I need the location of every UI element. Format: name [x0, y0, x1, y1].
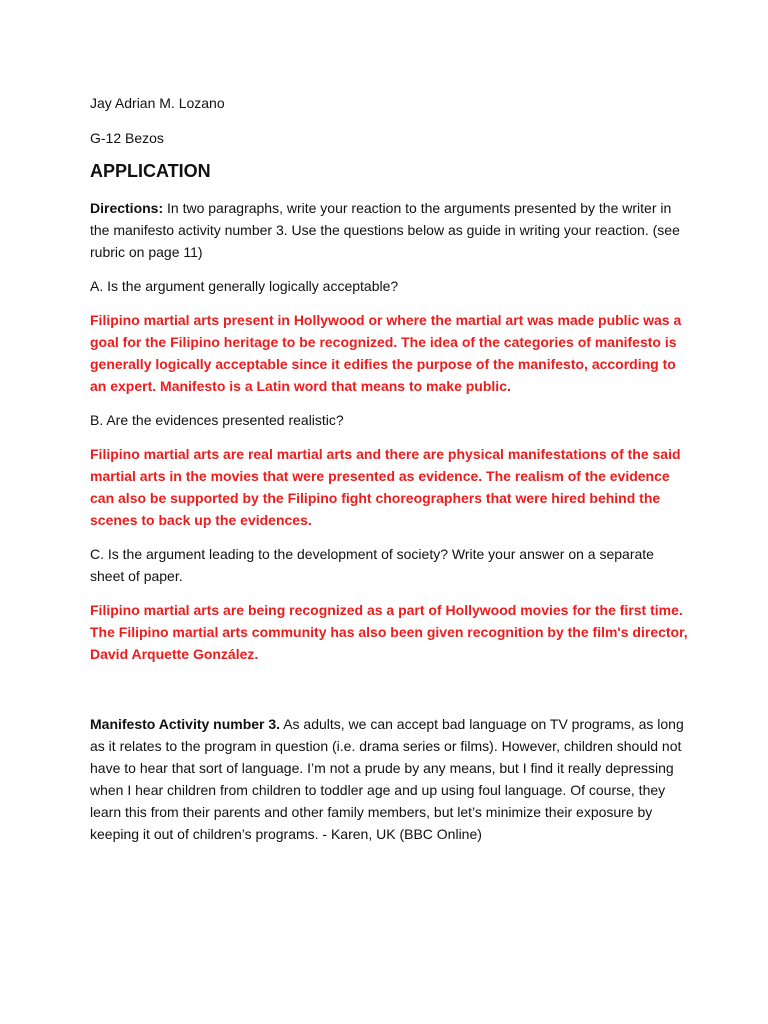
manifesto-text: As adults, we can accept bad language on TV programs, as long as it relates to the program in question (i.e. drama series or films). However, children should not have to hear that sort of language. I’m not a prude by any means, but I find it really depressing when I hear children from children to toddler age and up using foul language. Of course, they learn this from their parents and other family members, but let’s minimize their exposure by keeping it out of children’s programs. - Karen, UK (BBC Online)	[90, 716, 684, 842]
answer-a: Filipino martial arts present in Hollywood or where the martial art was made public was a goal for the Filipino heritage to be recognized. The idea of the categories of manifesto is generally logically acceptable since it edifies the purpose of the manifesto, according to an expert. Manifesto is a Latin word that means to make public.	[90, 312, 682, 394]
manifesto-paragraph	[90, 713, 690, 845]
question-c: C. Is the argument leading to the development of society? Write your answer on a separate sheet of paper.	[90, 546, 654, 584]
manifesto-label: Manifesto Activity number 3.	[90, 716, 281, 732]
page-title: APPLICATION	[90, 161, 211, 181]
document-page	[90, 92, 690, 857]
answer-c: Filipino martial arts are being recognized as a part of Hollywood movies for the first time. The Filipino martial arts community has also been given recognition by the film's director, David Arquette González.	[90, 602, 688, 662]
answer-b: Filipino martial arts are real martial arts and there are physical manifestations of the said martial arts in the movies that were presented as evidence. The realism of the evidence can also be supported by the Filipino fight choreographers that were hired behind the scenes to back up the evidences.	[90, 446, 681, 528]
directions-text: In two paragraphs, write your reaction to the arguments presented by the writer in the manifesto activity number 3. Use the questions below as guide in writing your reaction. (see rubric on page 11)	[90, 200, 680, 260]
question-a: A. Is the argument generally logically acceptable?	[90, 278, 399, 294]
student-section: G-12 Bezos	[90, 130, 164, 146]
directions-paragraph	[90, 197, 690, 263]
directions-label: Directions:	[90, 200, 164, 216]
student-name: Jay Adrian M. Lozano	[90, 95, 225, 111]
question-b: B. Are the evidences presented realistic?	[90, 412, 344, 428]
